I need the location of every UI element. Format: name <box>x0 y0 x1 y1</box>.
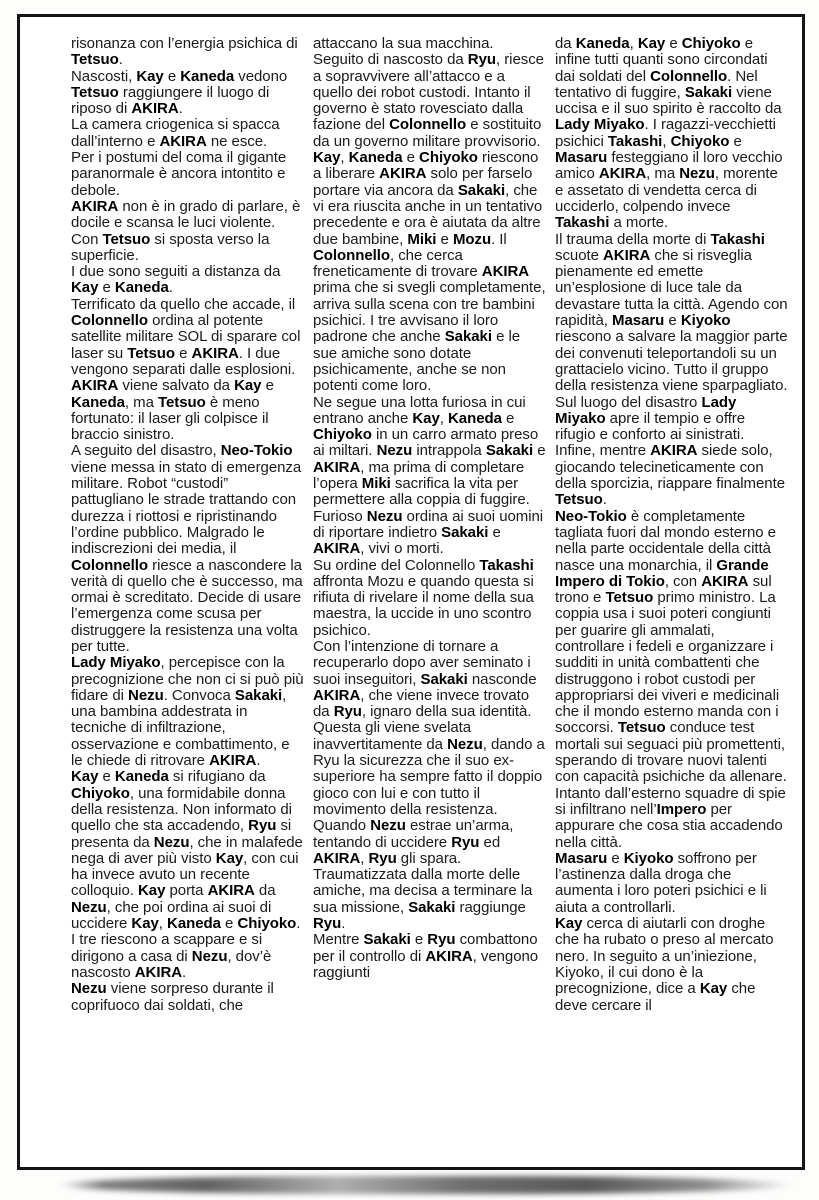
character-name: AKIRA <box>159 132 207 150</box>
text-segment: e infine tutti quanti sono circondati dai soldati del <box>555 36 768 85</box>
character-name: AKIRA <box>598 165 647 183</box>
text-segment: . I ragazzi-vecchietti psichici <box>555 116 776 150</box>
text-segment: . I tre riescono a scappare e si dirigono a casa di <box>71 915 301 965</box>
text-column-center <box>313 36 546 1155</box>
character-name: Colonnello <box>313 246 390 264</box>
text-segment: e <box>501 409 515 427</box>
text-segment: raggiunge <box>455 898 526 916</box>
character-name: AKIRA <box>131 100 179 118</box>
character-name: Ryu <box>368 849 397 867</box>
character-name: Colonnello <box>650 67 728 85</box>
text-segment: . <box>341 915 346 933</box>
paragraph <box>71 150 304 199</box>
character-name: AKIRA <box>701 572 749 590</box>
text-segment: a morte. <box>609 214 669 232</box>
text-segment: , che vi era riuscita anche in un tentativo precedente e ora è aiutata da altre due bambine, <box>313 181 543 248</box>
page-border-frame <box>17 14 805 1170</box>
character-name: Kaneda <box>180 67 235 85</box>
text-segment: , <box>158 915 168 933</box>
character-name: Nezu <box>679 165 715 183</box>
text-segment: ordina al potente satellite militare SOL di sparare col laser su <box>71 312 301 362</box>
text-segment: e sostituito da un governo militare provvisorio. <box>313 116 542 150</box>
text-segment: , ma <box>646 165 680 183</box>
character-name: Chiyoko <box>419 149 478 167</box>
paragraph <box>313 395 546 558</box>
character-name: Takashi <box>479 556 534 574</box>
paragraph <box>71 443 304 655</box>
text-segment: ordina ai suoi uomini di riportare indietro <box>313 507 544 541</box>
text-segment: Su ordine del Colonnello <box>313 556 480 574</box>
character-name: Kay <box>699 980 728 998</box>
paragraph <box>71 655 304 769</box>
paragraph <box>555 443 788 508</box>
character-name: Sakaki <box>420 670 468 688</box>
character-name: Tetsuo <box>102 230 151 248</box>
text-segment: I due sono seguiti a distanza da <box>71 263 281 281</box>
text-segment: estrae un’arma, tentando di uccidere <box>313 817 514 851</box>
text-segment: , dov’è nascosto <box>71 947 272 981</box>
text-segment: nasconde <box>467 670 537 688</box>
character-name: Kaneda <box>167 915 221 933</box>
character-name: Chiyoko <box>670 132 730 150</box>
character-name: Ryu <box>467 51 496 69</box>
text-segment: e le sue amiche sono dotate psichicamente, anche se non potenti come loro. <box>313 328 521 395</box>
character-name: Takashi <box>555 214 610 232</box>
text-segment: riesce a nascondere la verità di quello che è successo, ma ormai è screditato. Decide di usare l’emergenza come scusa per distruggere la resistenza una volta per tutte. <box>71 556 303 655</box>
text-segment: , <box>662 132 671 150</box>
text-segment: , ignaro della sua identità. Questa gli viene svelata inavvertitamente da <box>313 703 532 753</box>
paragraph <box>555 509 788 851</box>
character-name: Miki <box>407 230 437 248</box>
text-segment: , riesce a sopravvivere all’attacco e a quello dei robot custodi. Intanto il governo è stato rovesciato dalla fazione del <box>313 51 544 134</box>
character-name: Tetsuo <box>617 719 666 737</box>
character-name: Colonnello <box>71 556 148 574</box>
text-segment: viene uccisa e il suo spirito è raccolto da <box>555 83 782 118</box>
text-segment: . <box>602 491 607 509</box>
character-name: Nezu <box>366 507 403 525</box>
text-segment: vedono <box>234 67 288 85</box>
text-segment: e <box>533 442 546 460</box>
paragraph <box>313 932 546 981</box>
text-segment: , dando a Ryu la sicurezza che il suo ex-superiore ha sempre fatto il doppio gioco con lui e con tutto il movimento della resistenza. Quando <box>313 735 545 835</box>
character-name: Nezu <box>376 442 413 460</box>
paragraph <box>71 36 304 69</box>
text-segment: Traumatizzata dalla morte delle amiche, ma decisa a terminare la sua missione, <box>313 866 533 916</box>
paragraph <box>313 639 546 867</box>
text-segment: si sposta verso la superficie. <box>71 230 270 264</box>
character-name: Nezu <box>153 833 190 851</box>
text-segment: , <box>360 849 369 867</box>
paragraph <box>71 769 304 981</box>
text-segment: . <box>168 279 173 297</box>
text-segment: , <box>629 36 638 52</box>
paragraph <box>555 916 788 1014</box>
character-name: Sakaki <box>457 181 506 199</box>
text-segment: per appurare che cosa stia accadendo nella città. <box>555 800 783 851</box>
text-segment: . <box>178 100 183 118</box>
text-segment: riescono a salvare la maggior parte dei convenuti teleportandoli su un grattacielo vicino. Tutto il gruppo della resistenza viene sparpagliato. Sul luogo del disastro <box>555 328 788 411</box>
character-name: Sakaki <box>444 328 492 346</box>
text-segment: e <box>665 36 682 52</box>
paragraph <box>71 117 304 150</box>
paragraph <box>71 297 304 444</box>
character-name: Colonnello <box>389 116 467 134</box>
paragraph <box>71 69 304 118</box>
paragraph <box>313 150 546 394</box>
text-segment: , una bambina addestrata in tecniche di infiltrazione, osservazione e combattimento, e le chiede di ritrovare <box>71 686 290 770</box>
character-name: Kaneda <box>71 393 125 411</box>
text-segment: . I due vengono separati dalle esplosioni. <box>71 344 296 378</box>
scan-artifact-smudge <box>58 1176 794 1194</box>
character-name: Kay <box>637 36 666 52</box>
character-name: Nezu <box>191 947 228 965</box>
character-name: Sakaki <box>485 442 534 460</box>
character-name: Kaneda <box>114 768 169 786</box>
text-column-right <box>555 36 788 1155</box>
character-name: Tetsuo <box>127 344 176 362</box>
text-segment: siede solo, giocando telecineticamente con della sporcizia, riappare finalmente <box>555 442 785 493</box>
paragraph <box>313 558 546 639</box>
character-name: Kaneda <box>448 409 502 427</box>
text-segment: Il trauma della morte di <box>555 230 711 248</box>
text-segment: , ma <box>124 393 158 411</box>
text-segment: e <box>436 230 453 248</box>
text-columns-container <box>71 36 794 1155</box>
text-segment: , che poi ordina ai suoi di uccidere <box>71 898 272 933</box>
character-name: Lady Miyako <box>555 393 737 427</box>
text-segment: affronta Mozu e quando questa si rifiuta di rivelare il nome della sua maestra, la uccide in uno scontro psichico. <box>313 572 534 639</box>
character-name: Neo-Tokio <box>220 442 293 460</box>
text-segment: e <box>261 377 274 395</box>
character-name: Nezu <box>71 898 107 916</box>
text-segment: e <box>410 931 428 949</box>
character-name: AKIRA <box>425 947 473 965</box>
text-segment: conduce test mortali sui seguaci più promettenti, sperando di trovare nuovi talenti con capacità psichiche da allenare. Intanto dall’esterno squadre di spie si infiltrano nell’ <box>555 719 787 818</box>
text-segment: , ma prima di completare l’opera <box>313 458 525 493</box>
character-name: Sakaki <box>234 686 283 704</box>
text-segment: si presenta da <box>71 817 292 851</box>
character-name: AKIRA <box>481 263 530 281</box>
text-segment: viene salvato da <box>118 377 235 395</box>
text-segment: . <box>256 752 261 770</box>
character-name: AKIRA <box>191 344 239 362</box>
character-name: Sakaki <box>363 931 411 949</box>
text-segment: è meno fortunato: il laser gli colpisce il braccio sinistro. <box>71 393 269 444</box>
text-segment: A seguito del disastro, <box>71 442 221 460</box>
text-segment: Mentre <box>313 931 364 949</box>
character-name: Chiyoko <box>681 36 741 52</box>
text-segment: risonanza con l’energia psichica di <box>71 36 298 52</box>
text-segment: attaccano la sua macchina. Seguito di nascosto da <box>313 36 494 69</box>
text-segment: scuote <box>555 246 604 264</box>
text-segment: . Nel tentativo di fuggire, <box>555 67 758 101</box>
character-name: Takashi <box>710 230 765 248</box>
text-segment: , percepisce con la precognizione che non ci si può più fidare di <box>71 654 304 704</box>
character-name: Tetsuo <box>71 51 119 69</box>
text-segment: , che in malafede nega di aver più visto <box>71 833 303 867</box>
text-segment: Per i postumi del coma il gigante paranormale è ancora intontito e debole. <box>71 149 287 199</box>
paragraph <box>71 264 304 297</box>
character-name: Kaneda <box>575 36 630 52</box>
character-name: Masaru <box>555 849 608 867</box>
text-column-left <box>71 36 304 1155</box>
character-name: Kay <box>71 768 99 786</box>
text-segment: , morente e assetato di vendetta cerca di ucciderlo, colpendo invece <box>555 165 778 215</box>
text-segment: La camera criogenica si spacca dall’interno e <box>71 116 280 150</box>
character-name: Kaneda <box>348 149 403 167</box>
character-name: Kay <box>412 409 440 427</box>
character-name: Masaru <box>612 312 665 330</box>
text-segment: che deve cercare il <box>555 980 756 1014</box>
text-segment: Infine, mentre <box>555 442 651 460</box>
character-name: AKIRA <box>207 882 255 900</box>
character-name: Tetsuo <box>157 393 206 411</box>
character-name: AKIRA <box>209 752 257 770</box>
text-segment: festeggiano il loro vecchio amico <box>555 149 783 183</box>
text-segment: , con cui ha invece avuto un recente colloquio. <box>71 849 299 900</box>
character-name: Kay <box>215 849 244 867</box>
character-name: Kay <box>71 279 99 297</box>
character-name: Kaneda <box>114 279 169 297</box>
text-segment: è completamente tagliata fuori dal mondo esterno e nella parte occidentale della città nasce una monarchia, il <box>555 507 776 574</box>
text-segment: Ne segue una lotta furiosa in cui entrano anche <box>313 393 526 427</box>
character-name: Ryu <box>333 703 362 721</box>
text-segment: apre il tempio e offre rifugio e conforto ai sinistrati. <box>555 409 746 444</box>
character-name: Ryu <box>427 931 456 949</box>
text-segment: non è in grado di parlare, è docile e scansa le luci violente. Con <box>71 197 301 248</box>
text-segment: combattono per il controllo di <box>313 931 538 965</box>
character-name: Kay <box>131 915 159 933</box>
character-name: Chiyoko <box>313 426 372 444</box>
text-segment: e <box>664 312 681 330</box>
character-name: Kay <box>234 377 262 395</box>
character-name: Lady Miyako <box>555 116 645 134</box>
character-name: Neo-Tokio <box>555 507 627 525</box>
character-name: AKIRA <box>313 849 361 867</box>
text-segment: si rifugiano da <box>168 768 266 786</box>
text-segment: , <box>439 409 449 427</box>
text-segment: , che viene invece trovato da <box>313 686 530 721</box>
text-segment: . <box>182 963 187 981</box>
text-segment: primo ministro. La coppia usa i suoi poteri congiunti per guarire gli ammalati, controllare i fedeli e organizzare i sudditi in unità combattenti che distruggono i robot custodi per appropriarsi dei viveri e medicinali che il mondo esterno manda con i soccorsi. <box>555 589 780 737</box>
character-name: AKIRA <box>71 197 119 215</box>
text-segment: ed <box>479 833 501 851</box>
character-name: AKIRA <box>313 540 361 558</box>
text-segment: , che cerca freneticamente di trovare <box>313 246 482 281</box>
text-segment: e <box>488 523 501 541</box>
text-segment: , <box>340 149 349 167</box>
text-segment: e <box>729 132 742 150</box>
text-segment: riescono a liberare <box>313 149 539 183</box>
text-segment: sacrifica la vita per permettere alla coppia di fuggire. Furioso <box>313 475 530 525</box>
text-segment: e <box>98 768 115 786</box>
character-name: Ryu <box>451 833 480 851</box>
character-name: AKIRA <box>134 963 183 981</box>
text-segment: cerca di aiutarli con droghe che ha rubato o preso al mercato nero. In seguito a un’iniezione, Kiyoko, il cui dono è la precognizione, dice a <box>555 915 774 998</box>
text-segment: intrappola <box>412 442 486 460</box>
text-segment: sul trono e <box>555 572 772 607</box>
character-name: Colonnello <box>71 312 148 330</box>
character-name: Kay <box>136 67 164 85</box>
character-name: Sakaki <box>408 898 456 916</box>
text-segment: gli spara. <box>396 849 462 867</box>
text-segment: ne esce. <box>206 132 268 150</box>
character-name: Tetsuo <box>71 83 119 101</box>
character-name: Sakaki <box>684 83 733 101</box>
text-segment: viene messa in stato di emergenza militare. Robot “custodi” pattugliano le strade trattando con durezza i riottosi e ripristinando l’ordine pubblico. Malgrado le indiscrezioni dei media, il <box>71 458 302 558</box>
text-segment: e <box>402 149 420 167</box>
text-segment: che si risveglia pienamente ed emette un’esplosione di luce tale da devastare tutta la città. Agendo con rapidità, <box>555 246 788 330</box>
character-name: AKIRA <box>603 246 651 264</box>
text-segment: porta <box>165 882 208 900</box>
text-segment: Terrificato da quello che accade, il <box>71 295 296 313</box>
character-name: Miki <box>361 475 391 493</box>
character-name: Sakaki <box>441 523 489 541</box>
character-name: Kiyoko <box>680 312 731 330</box>
text-segment: , una formidabile donna della resistenza. Non informato di quello che sta accadendo, <box>71 784 292 835</box>
character-name: Impero <box>656 800 707 818</box>
character-name: Nezu <box>128 686 164 704</box>
text-segment: e <box>607 849 624 867</box>
character-name: Ryu <box>248 817 277 835</box>
text-segment: , vengono raggiunti <box>313 947 539 981</box>
text-segment: in un carro armato preso ai miltari. <box>313 426 539 460</box>
paragraph <box>555 851 788 916</box>
text-segment: e <box>163 67 181 85</box>
text-segment: e <box>220 915 238 933</box>
text-segment: e <box>175 344 192 362</box>
character-name: Mozu <box>452 230 492 248</box>
character-name: Kay <box>555 915 583 933</box>
character-name: AKIRA <box>313 458 361 476</box>
character-name: Kay <box>313 149 341 167</box>
character-name: AKIRA <box>71 377 119 395</box>
character-name: Tetsuo <box>555 491 603 509</box>
text-segment: Nascosti, <box>71 67 137 85</box>
paragraph <box>313 36 546 150</box>
text-segment: raggiungere il luogo di riposo di <box>71 83 270 118</box>
character-name: AKIRA <box>313 686 361 704</box>
paragraph <box>555 232 788 444</box>
text-segment: , con <box>664 572 702 590</box>
character-name: Tetsuo <box>605 589 654 607</box>
text-segment: , vivi o morti. <box>360 540 444 558</box>
character-name: Nezu <box>370 817 406 835</box>
character-name: Kay <box>138 882 166 900</box>
character-name: Kiyoko <box>623 849 674 867</box>
character-name: Lady Miyako <box>71 654 161 672</box>
text-segment: . <box>118 51 123 69</box>
paragraph <box>555 36 788 232</box>
character-name: Ryu <box>313 915 342 933</box>
character-name: Takashi <box>607 132 663 150</box>
text-segment: . Il <box>491 230 507 248</box>
character-name: Nezu <box>71 980 107 998</box>
text-segment: soffrono per l’astinenza dalla droga che aumenta i loro poteri psichici e li aiuta a controllarli. <box>555 849 767 916</box>
text-segment: da <box>254 882 276 900</box>
character-name: AKIRA <box>379 165 427 183</box>
character-name: Masaru <box>555 149 608 167</box>
character-name: Grande Impero di Tokio <box>555 556 769 590</box>
character-name: Chiyoko <box>237 915 297 933</box>
text-segment: solo per farselo portare via ancora da <box>313 165 533 199</box>
text-segment: da <box>555 36 576 52</box>
paragraph <box>71 199 304 264</box>
paragraph <box>71 981 304 1014</box>
text-segment: Con l’intenzione di tornare a recuperarlo dopo aver seminato i suoi inseguitori, <box>313 637 531 688</box>
text-segment: . Convoca <box>163 686 235 704</box>
character-name: Chiyoko <box>71 784 130 802</box>
character-name: AKIRA <box>650 442 698 460</box>
text-segment: prima che si svegli completamente, arriva sulla scena con tre bambini psichici. I tre avvisano il loro padrone che anche <box>313 279 546 346</box>
text-segment: viene sorpreso durante il coprifuoco dai soldati, che <box>71 980 274 1014</box>
character-name: Nezu <box>447 735 483 753</box>
text-segment: e <box>98 279 115 297</box>
paragraph <box>313 867 546 932</box>
